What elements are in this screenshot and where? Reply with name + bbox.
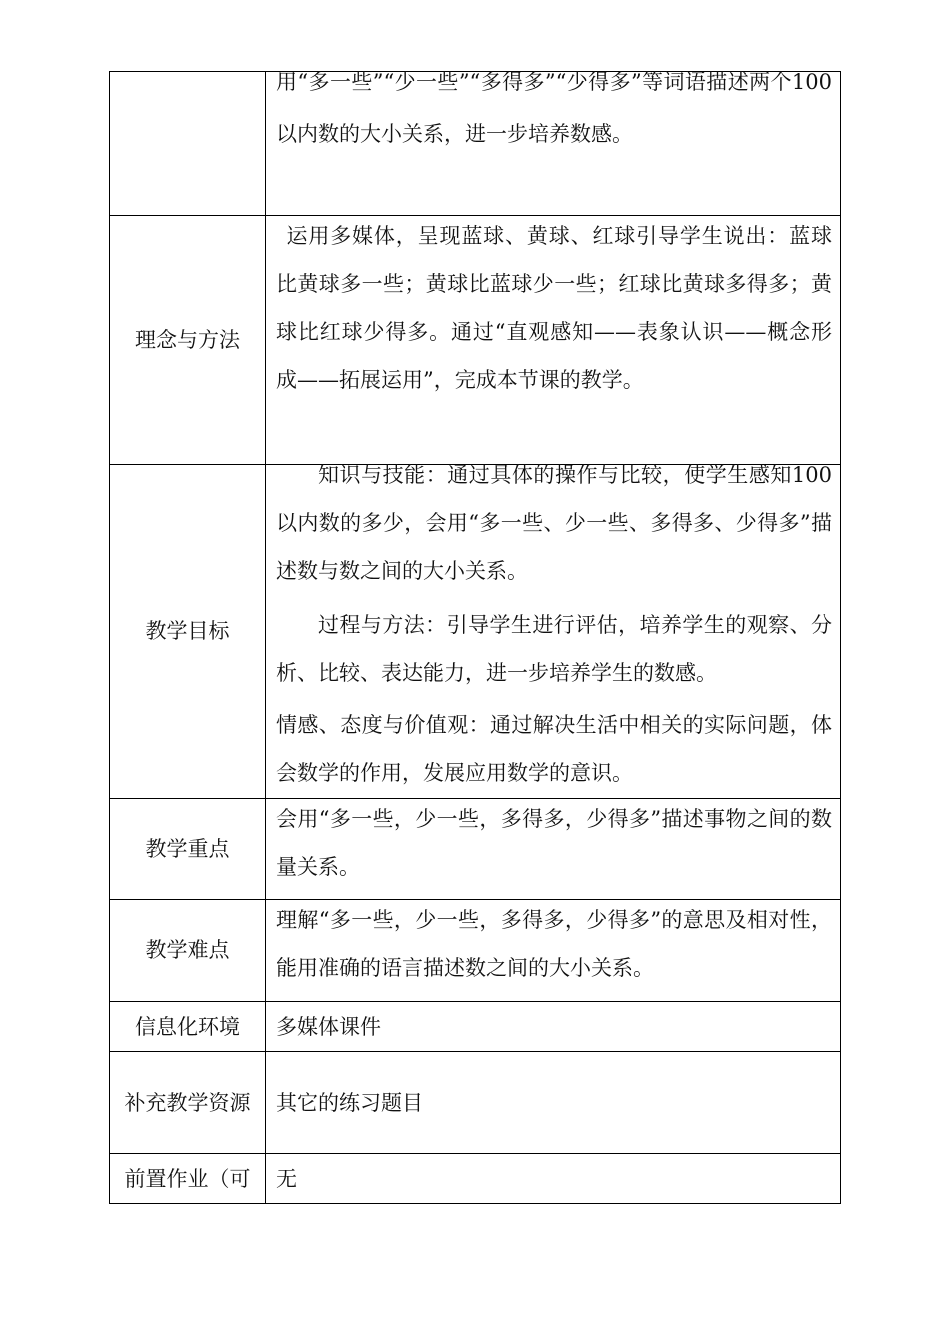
table-row: [110, 1002, 841, 1052]
row-label: 理念与方法: [110, 216, 266, 465]
paragraph: 理解“多一些，少一些，多得多，少得多”的意思及相对性，能用准确的语言描述数之间的大小关系。: [276, 908, 832, 980]
row-content: [266, 1154, 841, 1204]
table-row: [110, 1052, 841, 1154]
paragraph: 多媒体课件: [276, 1014, 381, 1039]
row-label: [110, 1052, 266, 1154]
paragraph: 无: [276, 1166, 297, 1191]
row-label: 教学重点: [110, 799, 266, 900]
paragraph: 用“多一些”“少一些”“多得多”“少得多”等词语描述两个100以内数的大小关系，进一步培养数感。: [276, 70, 832, 146]
row-content: [266, 1052, 841, 1154]
row-label: [110, 72, 266, 216]
row-content: [266, 72, 841, 216]
table-row: [110, 900, 841, 1002]
table-row: [110, 216, 841, 465]
table-row: [110, 465, 841, 799]
table-row: [110, 799, 841, 900]
row-label: 前置作业（可: [110, 1154, 266, 1204]
paragraph: 会用“多一些，少一些，多得多，少得多”描述事物之间的数量关系。: [276, 807, 832, 879]
lesson-plan-table: [109, 71, 841, 1204]
paragraph: 运用多媒体，呈现蓝球、黄球、红球引导学生说出：蓝球比黄球多一些；黄球比蓝球少一些；红球比黄球多得多；黄球比红球少得多。通过“直观感知——表象认识——概念形成——拓展运用”，完成本节课的教学。: [276, 224, 832, 392]
paragraph: 知识与技能：通过具体的操作与比较，使学生感知100以内数的多少，会用“多一些、少一些、多得多、少得多”描述数与数之间的大小关系。: [276, 463, 832, 583]
row-label: 信息化环境: [110, 1002, 266, 1052]
row-label: 教学难点: [110, 900, 266, 1002]
table-row: [110, 1154, 841, 1204]
paragraph: 情感、态度与价值观：通过解决生活中相关的实际问题，体会数学的作用，发展应用数学的意识。: [276, 713, 832, 785]
row-content: [266, 799, 841, 900]
row-content: [266, 216, 841, 465]
row-label: 教学目标: [110, 465, 266, 799]
row-content: [266, 465, 841, 799]
paragraph: 其它的练习题目: [276, 1090, 423, 1115]
table-row: [110, 72, 841, 216]
row-content: [266, 1002, 841, 1052]
row-content: [266, 900, 841, 1002]
paragraph: 过程与方法：引导学生进行评估，培养学生的观察、分析、比较、表达能力，进一步培养学生的数感。: [276, 613, 832, 685]
row-label-text: 补充教学资源: [124, 1090, 251, 1115]
